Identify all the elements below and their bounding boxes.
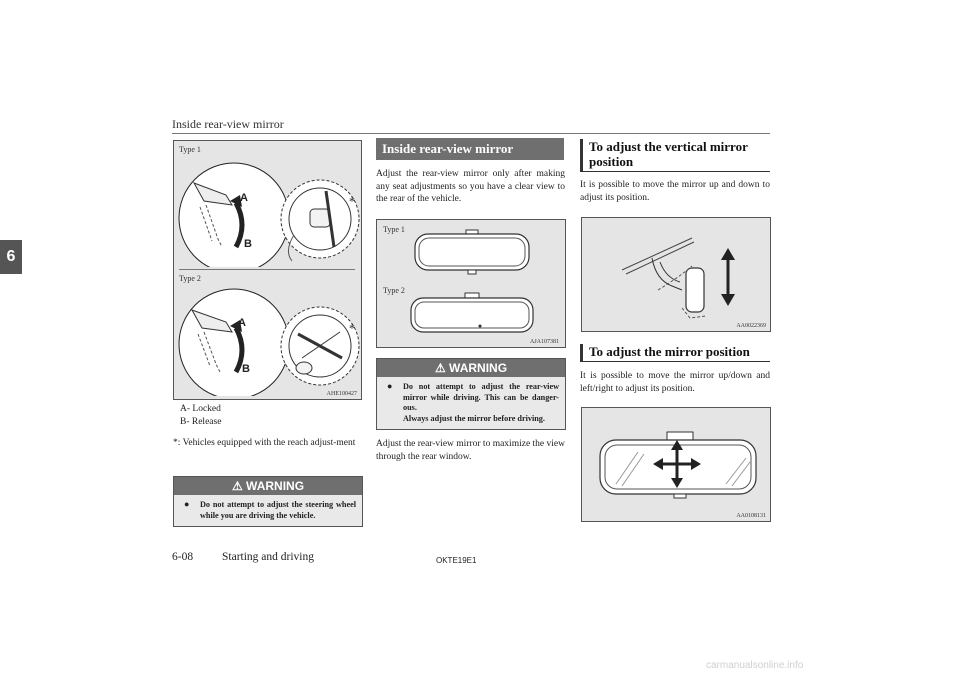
- figure-type1-label: Type 1: [179, 145, 201, 154]
- warning-header-mirror: [377, 359, 565, 377]
- mirror-type2-label: Type 2: [383, 286, 405, 295]
- asterisk-marker-type2: *: [349, 321, 355, 335]
- mirror-type1-label: Type 1: [383, 225, 405, 234]
- warning-text-mirror-1: Do not attempt to adjust the rear-view mirror while driving. This can be danger-ous.: [403, 382, 559, 412]
- position-adjust-illustration: [582, 408, 770, 521]
- label-a-type2: A: [238, 317, 246, 329]
- section-heading-mirror: Inside rear-view mirror: [376, 138, 564, 160]
- vertical-text: It is possible to move the mirror up and down to adjust its position.: [580, 180, 770, 203]
- footer-page-number: 6-08: [172, 551, 194, 563]
- mirror-types-figure: [376, 219, 566, 348]
- section-heading-vertical: To adjust the vertical mirror position: [580, 139, 770, 172]
- warning-body-mirror: [377, 377, 565, 429]
- warning-triangle-icon: ⚠: [231, 479, 243, 493]
- legend-release: B- Release: [180, 417, 222, 427]
- figure-divider: [179, 269, 355, 270]
- header-rule: [172, 133, 770, 134]
- legend-locked: A- Locked: [180, 404, 221, 414]
- section-heading-position: To adjust the mirror position: [580, 344, 770, 362]
- chapter-tab: 6: [0, 240, 22, 274]
- vertical-adjust-illustration: [582, 218, 770, 331]
- mirror-figure-code: AJA107381: [529, 339, 559, 345]
- warning-text-mirror-2: Always adjust the mirror before driving.: [403, 413, 545, 423]
- vertical-adjust-figure: [581, 217, 771, 332]
- footnote: *: Vehicles equipped with the reach adjust-ment: [173, 438, 356, 448]
- warning-box-mirror: [376, 358, 566, 430]
- steering-figure: [173, 140, 362, 400]
- mirror-outro-text: Adjust the rear-view mirror to maximize the view through the rear window.: [376, 439, 565, 462]
- warning-header: [174, 477, 362, 495]
- warning-text: Do not attempt to adjust the steering wheel while you are driving the vehicle.: [200, 500, 356, 520]
- steering-type1-illustration: [174, 155, 361, 267]
- watermark: carmanualsonline.info: [706, 660, 804, 671]
- warning-title-mirror: WARNING: [449, 361, 508, 375]
- steering-type2-illustration: [174, 284, 361, 396]
- position-figure-code: AA0108131: [736, 513, 766, 519]
- label-b: B: [244, 238, 252, 250]
- position-adjust-figure: [581, 407, 771, 522]
- warning-title: WARNING: [246, 479, 305, 493]
- footer-section-name: Starting and driving: [222, 551, 314, 563]
- asterisk-marker: *: [349, 194, 355, 208]
- warning-box-steering: [173, 476, 363, 527]
- warning-body: [174, 495, 362, 526]
- bullet-icon: ●: [387, 381, 393, 391]
- bullet-icon: ●: [184, 499, 190, 509]
- mirror-types-illustration: [377, 220, 565, 347]
- vertical-figure-code: AA0022369: [736, 323, 766, 329]
- label-b-type2: B: [242, 363, 250, 375]
- label-a: A: [240, 192, 248, 204]
- header-title: Inside rear-view mirror: [172, 117, 284, 131]
- figure-type2-label: Type 2: [179, 274, 201, 283]
- figure-code: AHE100427: [326, 391, 357, 397]
- footer-doc-code: OKTE19E1: [436, 556, 477, 565]
- mirror-intro-text: Adjust the rear-view mirror only after making any seat adjustments so you have a clear view to the rear of the vehicle.: [376, 169, 565, 204]
- warning-triangle-icon: ⚠: [434, 361, 446, 375]
- position-text: It is possible to move the mirror up/down and left/right to adjust its position.: [580, 371, 770, 394]
